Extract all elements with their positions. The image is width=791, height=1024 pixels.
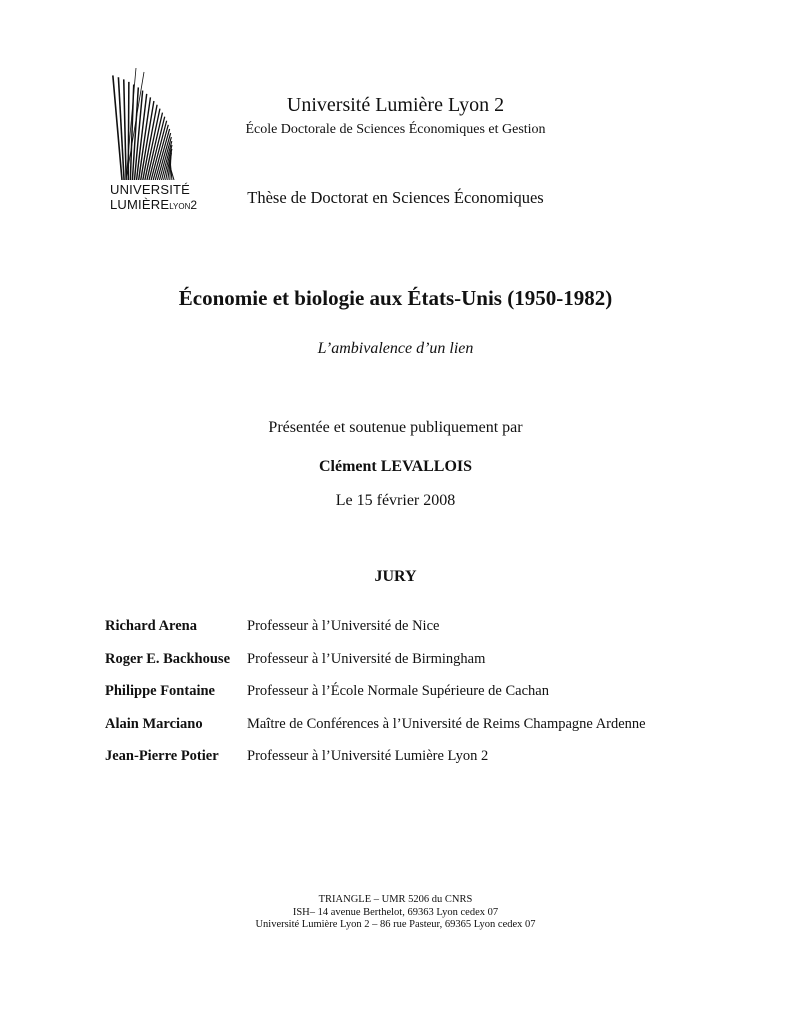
- university-name: Université Lumière Lyon 2: [286, 94, 505, 116]
- presented-by: Présentée et soutenue publiquement par: [268, 419, 523, 436]
- jury-member-row: [105, 716, 705, 749]
- doctoral-school: École Doctorale de Sciences Économiques et Gestion: [245, 122, 546, 137]
- jury-member-row: [105, 683, 705, 716]
- footer-line-ish: ISH– 14 avenue Berthelot, 69363 Lyon cedex 07: [292, 906, 499, 918]
- thesis-title: Économie et biologie aux États-Unis (1950-1982): [178, 286, 613, 310]
- jury-member-name: Jean-Pierre Potier: [105, 748, 219, 764]
- logo-text-number: 2: [190, 198, 198, 212]
- jury-member-role: Professeur à l’Université de Nice: [247, 618, 440, 634]
- jury-member-name: Richard Arena: [105, 618, 197, 634]
- author-name: Clément LEVALLOIS: [318, 458, 473, 475]
- logo-text-universite: UNIVERSITÉ: [110, 182, 191, 197]
- jury-member-role: Professeur à l’École Normale Supérieure de Cachan: [247, 683, 549, 699]
- jury-member-name: Philippe Fontaine: [105, 683, 215, 699]
- jury-member-role: Maître de Conférences à l’Université de Reims Champagne Ardenne: [247, 715, 646, 732]
- jury-member-name: Roger E. Backhouse: [105, 650, 231, 667]
- footer-address: [0, 894, 791, 932]
- jury-member-name: Alain Marciano: [105, 715, 203, 732]
- jury-list: [105, 618, 705, 781]
- thesis-type: Thèse de Doctorat en Sciences Économiques: [247, 188, 544, 207]
- footer-line-university: Université Lumière Lyon 2 – 86 rue Pasteur, 69365 Lyon cedex 07: [255, 919, 536, 930]
- footer-line-lab: TRIANGLE – UMR 5206 du CNRS: [318, 894, 473, 905]
- jury-heading: JURY: [374, 568, 417, 585]
- logo-text-lyon: LYON: [169, 202, 191, 211]
- jury-member-row: [105, 748, 705, 781]
- jury-member-row: [105, 651, 705, 684]
- jury-member-row: [105, 618, 705, 651]
- jury-member-role: Professeur à l’Université Lumière Lyon 2: [247, 748, 489, 764]
- logo-text-lumiere-main: LUMIÈRE: [110, 197, 170, 212]
- defense-date: Le 15 février 2008: [335, 492, 456, 509]
- jury-member-role: Professeur à l’Université de Birmingham: [247, 650, 486, 667]
- thesis-subtitle: L’ambivalence d’un lien: [317, 340, 474, 357]
